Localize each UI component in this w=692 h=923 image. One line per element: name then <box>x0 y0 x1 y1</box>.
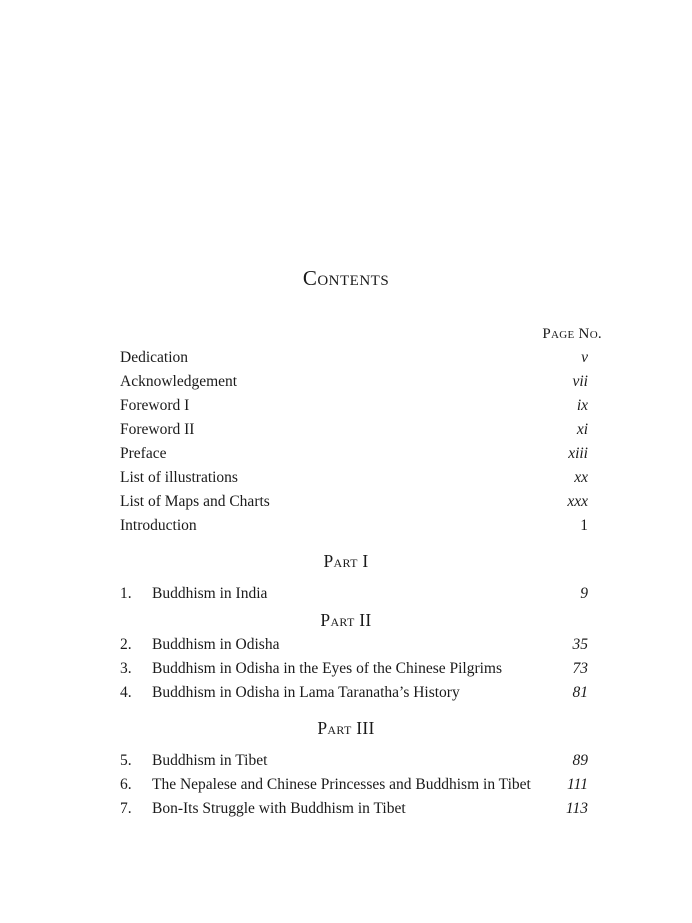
part-heading: Part I <box>323 551 369 571</box>
entry-page: xxx <box>567 493 588 510</box>
chapter-entry <box>120 752 588 776</box>
chapter-number: 6. <box>120 776 132 793</box>
entry-page: xiii <box>568 445 588 462</box>
chapter-title: Buddhism in Odisha in Lama Taranatha’s History <box>152 684 460 701</box>
chapter-entry <box>120 776 588 800</box>
chapter-page: 73 <box>572 660 588 677</box>
chapter-title: Buddhism in Odisha in the Eyes of the Chinese Pilgrims <box>152 660 503 677</box>
chapter-entry <box>120 800 588 824</box>
entry-label: List of Maps and Charts <box>120 493 270 510</box>
entry-label: Acknowledgement <box>120 373 238 390</box>
entry-page: xi <box>576 421 588 438</box>
chapter-number: 5. <box>120 752 132 769</box>
front-matter-entry <box>120 349 588 373</box>
chapter-page: 89 <box>572 752 588 769</box>
chapter-page: 9 <box>580 585 588 602</box>
entry-label: Foreword II <box>120 421 195 438</box>
front-matter-entry <box>120 469 588 493</box>
front-matter-entry <box>120 373 588 397</box>
chapter-title: Buddhism in Odisha <box>152 636 280 653</box>
entry-label: List of illustrations <box>120 469 238 486</box>
front-matter-entry <box>120 445 588 469</box>
chapter-list <box>120 585 588 609</box>
chapter-entry <box>120 585 588 609</box>
entry-page: 1 <box>580 517 588 534</box>
entry-label: Preface <box>120 445 167 462</box>
front-matter-list <box>120 349 588 541</box>
chapter-title: The Nepalese and Chinese Princesses and Buddhism in Tibet <box>152 776 531 793</box>
front-matter-entry <box>120 517 588 541</box>
front-matter-entry <box>120 421 588 445</box>
chapter-entry <box>120 660 588 684</box>
chapter-entry <box>120 684 588 708</box>
chapter-title: Buddhism in India <box>152 585 268 602</box>
chapter-title: Buddhism in Tibet <box>152 752 268 769</box>
entry-label: Dedication <box>120 349 189 366</box>
chapter-entry <box>120 636 588 660</box>
part-heading: Part II <box>320 610 372 630</box>
entry-label: Foreword I <box>120 397 190 414</box>
chapter-number: 1. <box>120 585 132 602</box>
chapter-page: 81 <box>572 684 588 701</box>
chapter-number: 2. <box>120 636 132 653</box>
chapter-page: 111 <box>567 776 588 793</box>
chapter-page: 113 <box>565 800 588 817</box>
front-matter-entry <box>120 397 588 421</box>
entry-page: v <box>581 349 588 366</box>
chapter-number: 7. <box>120 800 132 817</box>
chapter-list <box>120 636 588 708</box>
entry-label: Introduction <box>120 517 197 534</box>
chapter-number: 3. <box>120 660 132 677</box>
entry-page: xx <box>574 469 588 486</box>
page-title: Contents <box>302 266 390 290</box>
page-number-column-heading: Page No. <box>542 326 602 342</box>
chapter-list <box>120 752 588 824</box>
chapter-page: 35 <box>572 636 588 653</box>
chapter-number: 4. <box>120 684 132 701</box>
chapter-title: Bon-Its Struggle with Buddhism in Tibet <box>152 800 406 817</box>
entry-page: vii <box>572 373 588 390</box>
part-heading: Part III <box>317 718 375 738</box>
entry-page: ix <box>576 397 588 414</box>
front-matter-entry <box>120 493 588 517</box>
